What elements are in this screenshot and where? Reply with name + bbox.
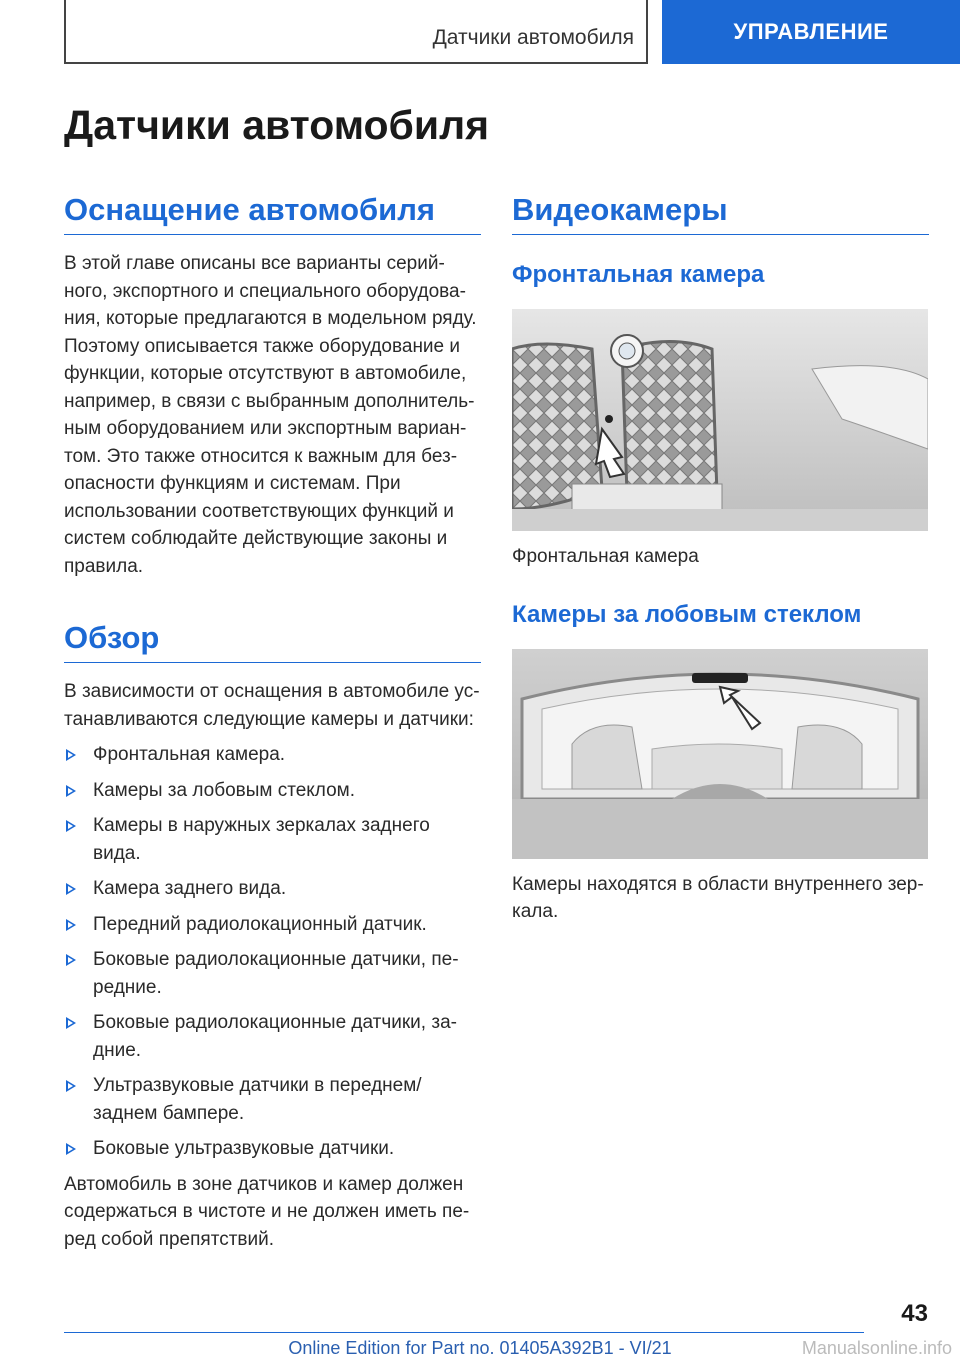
overview-outro: Автомобиль в зоне датчиков и камер должен содержаться в чистоте и не должен иметь перед собой препятствий. (64, 1173, 470, 1250)
list-item (64, 777, 481, 805)
header-chapter-tab[interactable]: УПРАВЛЕНИЕ (662, 0, 960, 64)
list-item (64, 741, 481, 769)
overview-heading: Обзор (64, 620, 481, 663)
list-item-text: Боковые ультразвуковые датчики. (93, 1138, 395, 1159)
bullet-triangle-icon (66, 1017, 76, 1029)
page-number: 43 (901, 1300, 928, 1327)
list-item-text: Боковые радиолокационные датчики, задние. (93, 1012, 457, 1061)
watermark: Manualsonline.info (801, 1338, 952, 1358)
overview-intro: В зависимости от оснащения в автомобиле устанавливаются следующие камеры и датчики: (64, 681, 480, 730)
bullet-triangle-icon (66, 1143, 76, 1155)
list-item (64, 812, 481, 867)
bullet-triangle-icon (66, 785, 76, 797)
header-section-box (64, 0, 648, 64)
list-item-text: Передний радиолокационный датчик. (93, 913, 427, 935)
bullet-triangle-icon (66, 1080, 76, 1092)
list-item (64, 946, 481, 1001)
front-camera-heading: Фронтальная камера (512, 261, 765, 288)
list-item-text: Камеры в наружных зеркалах заднего вида. (93, 815, 430, 864)
list-item-text: Ультразвуковые датчики в переднем/заднем бампере. (93, 1075, 422, 1124)
right-column (512, 192, 929, 926)
list-item-text: Камера заднего вида. (93, 878, 287, 899)
bullet-triangle-icon (66, 954, 76, 966)
bullet-triangle-icon (66, 919, 76, 931)
page-title: Датчики автомобиля (64, 102, 490, 148)
list-item-text: Фронтальная камера. (93, 744, 286, 765)
windshield-camera-heading: Камеры за лобовым стеклом (512, 600, 862, 628)
bullet-triangle-icon (66, 820, 76, 832)
equipment-heading: Оснащение автомобиля (64, 192, 481, 235)
bullet-triangle-icon (66, 883, 76, 895)
front-grille-illustration (512, 309, 928, 531)
list-item (64, 875, 481, 903)
front-camera-image (512, 309, 928, 531)
cameras-heading: Видеокамеры (512, 192, 929, 235)
windshield-illustration (512, 649, 928, 859)
list-item (64, 911, 481, 939)
windshield-camera-caption: Камеры находятся в области внутреннего зеркала. (512, 873, 924, 922)
equipment-text: В этой главе описаны все варианты серийного, экспортного и специального оборудования, которые предлагаются в модельном ряду. Поэтому описывается также оборудование и функции, которые отсутствуют в автомобиле, например, в связи с выбранным дополнительным оборудованием или экспортным вариантом. Это также относится к важным для безопасности функциям и системам. При использовании соответствующих функций и систем соблюдайте действующие законы и правила. (64, 253, 477, 577)
front-camera-caption: Фронтальная камера (512, 546, 699, 567)
footer-divider (64, 1332, 864, 1333)
header-section-title: Датчики автомобиля (432, 26, 634, 49)
list-item (64, 1135, 481, 1163)
bullet-triangle-icon (66, 749, 76, 761)
footer-edition: Online Edition for Part no. 01405A392B1 - VI/21 (288, 1338, 672, 1358)
left-column (64, 192, 481, 1253)
overview-list (64, 741, 481, 1163)
list-item-text: Камеры за лобовым стеклом. (93, 779, 356, 801)
list-item-text: Боковые радиолокационные датчики, передние. (93, 949, 459, 998)
windshield-camera-image (512, 649, 928, 859)
list-item (64, 1009, 481, 1064)
list-item (64, 1072, 481, 1127)
